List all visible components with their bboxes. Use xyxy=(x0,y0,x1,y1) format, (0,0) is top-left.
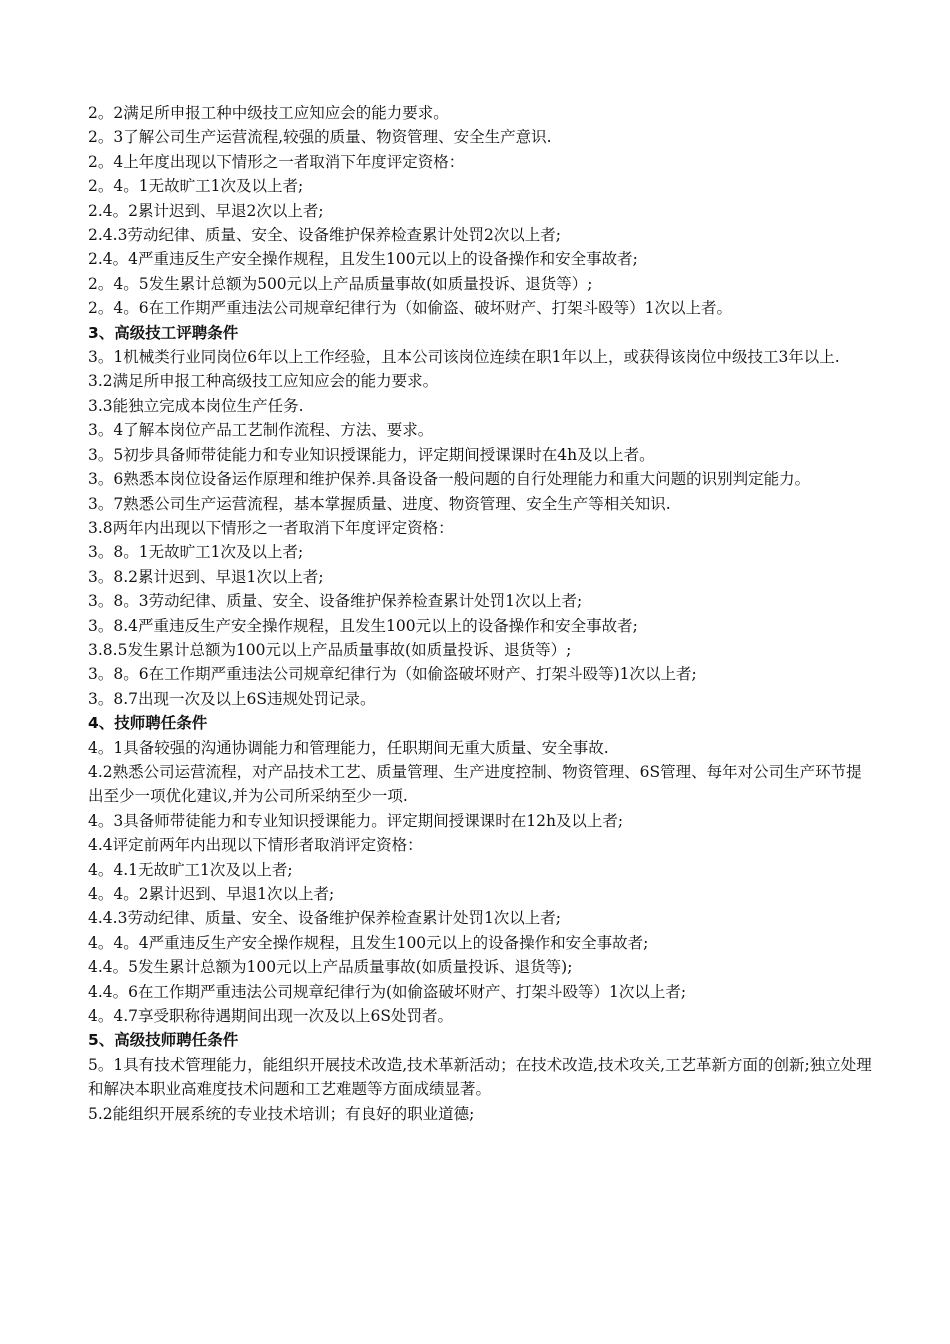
paragraph-line: 2。4。6在工作期严重违法公司规章纪律行为（如偷盗、破坏财产、打架斗殴等）1次以上者。 xyxy=(88,299,732,318)
paragraph-line: 3.2满足所申报工种高级技工应知应会的能力要求。 xyxy=(88,372,439,391)
paragraph-line: 3。4了解本岗位产品工艺制作流程、方法、要求。 xyxy=(88,421,434,440)
paragraph-line: 5.2能组织开展系统的专业技术培训；有良好的职业道德; xyxy=(88,1104,475,1123)
paragraph-line: 3.3能独立完成本岗位生产任务. xyxy=(88,396,304,415)
paragraph-line: 4。1具备较强的沟通协调能力和管理能力，任职期间无重大质量、安全事故. xyxy=(88,738,609,757)
paragraph-line: 3。8.4严重违反生产安全操作规程，且发生100元以上的设备操作和安全事故者; xyxy=(88,616,638,635)
paragraph-line: 3。8。3劳动纪律、质量、安全、设备维护保养检查累计处罚1次以上者; xyxy=(88,592,583,611)
paragraph-line: 3。8。6在工作期严重违法公司规章纪律行为（如偷盗破坏财产、打架斗殴等)1次以上者; xyxy=(88,665,697,684)
paragraph-line: 2。4。5发生累计总额为500元以上产品质量事故(如质量投诉、退货等）; xyxy=(88,274,593,293)
section-heading: 5、高级技师聘任条件 xyxy=(88,1031,239,1050)
paragraph-line: 2。3了解公司生产运营流程,较强的质量、物资管理、安全生产意识. xyxy=(88,128,552,147)
paragraph-line: 4.4。6在工作期严重违法公司规章纪律行为(如偷盗破坏财产、打架斗殴等）1次以上者; xyxy=(88,982,687,1001)
section-heading: 3、高级技工评聘条件 xyxy=(88,323,239,342)
paragraph-line: 3。8.7出现一次及以上6S违规处罚记录。 xyxy=(88,689,376,708)
paragraph-line: 3.8两年内出现以下情形之一者取消下年度评定资格： xyxy=(88,518,454,537)
paragraph-line: 4。4。2累计迟到、早退1次以上者; xyxy=(88,885,335,903)
paragraph-line: 2。2满足所申报工种中级技工应知应会的能力要求。 xyxy=(88,104,449,122)
paragraph-line: 2.4.3劳动纪律、质量、安全、设备维护保养检查累计处罚2次以上者; xyxy=(88,226,562,245)
paragraph-line: 4.4。5发生累计总额为100元以上产品质量事故(如质量投诉、退货等); xyxy=(88,958,573,977)
paragraph-line: 2。4。1无故旷工1次及以上者; xyxy=(88,177,304,196)
paragraph-line: 4。4。4严重违反生产安全操作规程，且发生100元以上的设备操作和安全事故者; xyxy=(88,933,649,952)
paragraph-line: 2.4。4严重违反生产安全操作规程，且发生100元以上的设备操作和安全事故者; xyxy=(88,250,638,269)
document-page xyxy=(88,101,873,1126)
paragraph-line: 4。3具备师带徒能力和专业知识授课能力。评定期间授课课时在12h及以上者; xyxy=(88,811,624,830)
paragraph-line: 3。8.2累计迟到、早退1次以上者; xyxy=(88,567,324,586)
paragraph-line: 5。1具有技术管理能力，能组织开展技术改造,技术革新活动；在技术改造,技术攻关,工艺革新方面的创新;独立处理和解决本职业高难度技术问题和工艺难题等方面成绩显著。 xyxy=(88,1055,872,1099)
paragraph-line: 4.4.3劳动纪律、质量、安全、设备维护保养检查累计处罚1次以上者; xyxy=(88,909,562,928)
paragraph-line: 4.2熟悉公司运营流程，对产品技术工艺、质量管理、生产进度控制、物资管理、6S管理、每年对公司生产环节提出至少一项优化建议,并为公司所采纳至少一项. xyxy=(88,762,862,806)
paragraph-line: 4.4评定前两年内出现以下情形者取消评定资格： xyxy=(88,836,423,855)
paragraph-line: 2.4。2累计迟到、早退2次以上者; xyxy=(88,201,324,220)
paragraph-line: 4。4.7享受职称待遇期间出现一次及以上6S处罚者。 xyxy=(88,1007,453,1026)
paragraph-line: 2。4上年度出现以下情形之一者取消下年度评定资格： xyxy=(88,152,465,171)
section-heading: 4、技师聘任条件 xyxy=(88,714,208,733)
paragraph-line: 3。1机械类行业同岗位6年以上工作经验，且本公司该岗位连续在职1年以上，或获得该岗位中级技工3年以上. xyxy=(88,348,840,367)
paragraph-line: 3.8.5发生累计总额为100元以上产品质量事故(如质量投诉、退货等）; xyxy=(88,640,572,659)
paragraph-line: 3。8。1无故旷工1次及以上者; xyxy=(88,543,304,562)
paragraph-line: 4。4.1无故旷工1次及以上者; xyxy=(88,860,293,879)
paragraph-line: 3。5初步具备师带徒能力和专业知识授课能力，评定期间授课课时在4h及以上者。 xyxy=(88,445,655,464)
paragraph-line: 3。7熟悉公司生产运营流程，基本掌握质量、进度、物资管理、安全生产等相关知识. xyxy=(88,494,671,513)
paragraph-line: 3。6熟悉本岗位设备运作原理和维护保养.具备设备一般问题的自行处理能力和重大问题的识别判定能力。 xyxy=(88,470,811,489)
